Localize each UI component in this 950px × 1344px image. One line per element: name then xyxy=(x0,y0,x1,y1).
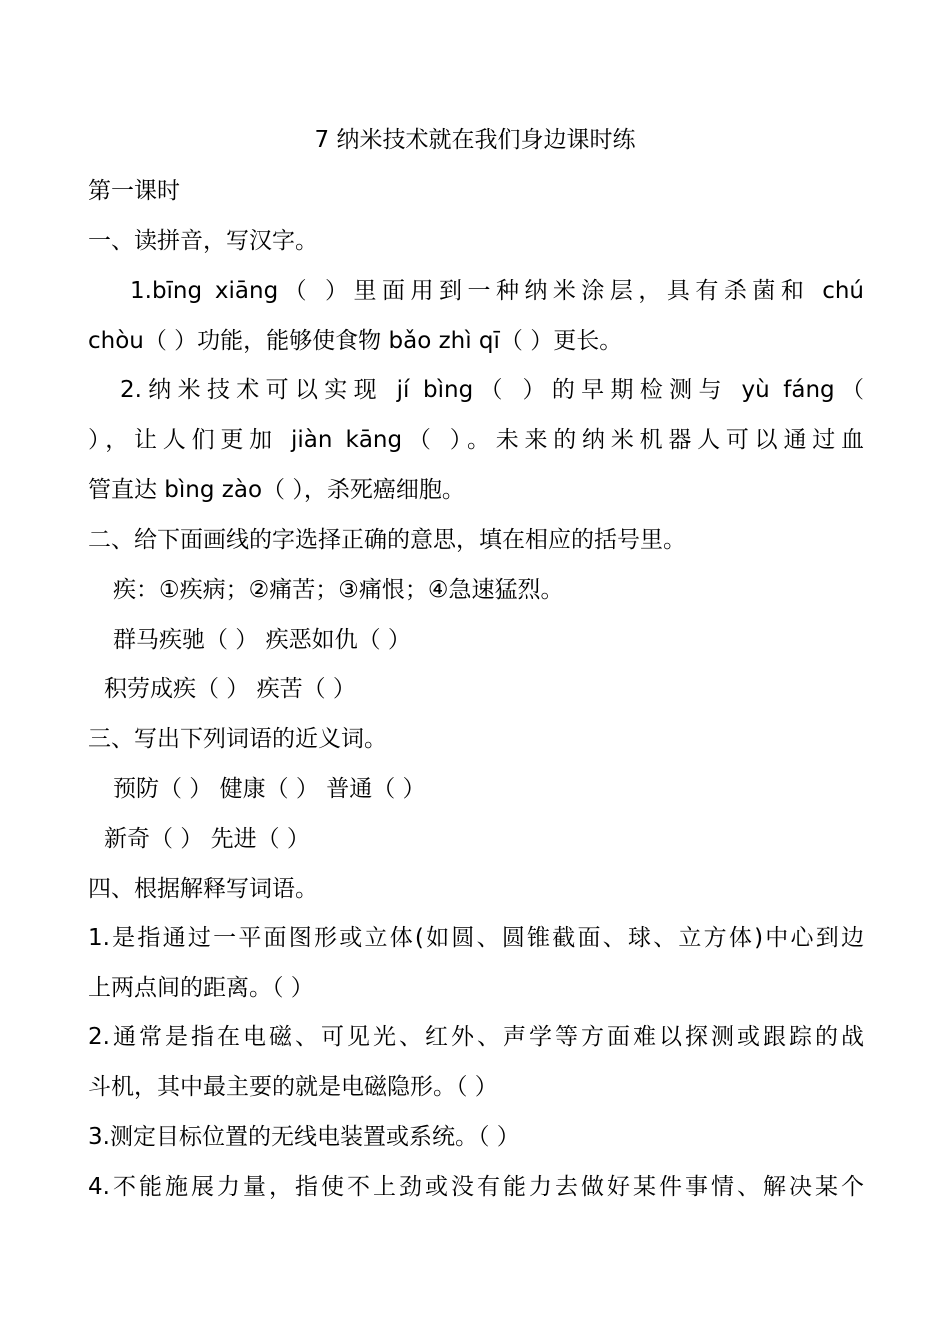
page-title: 7 纳米技术就在我们身边课时练 xyxy=(314,127,636,153)
section-1-heading: 一、读拼音，写汉字。 xyxy=(88,228,318,254)
definition-line: 3.测定目标位置的无线电装置或系统。（ ） xyxy=(88,1124,520,1150)
choice-row: 群马疾驰（ ） 疾恶如仇（ ） xyxy=(113,627,411,653)
definition-line: 1.是指通过一平面图形或立体(如圆、圆锥截面、球、立方体)中心到边 xyxy=(88,925,864,951)
definition-line: 上两点间的距离。（ ） xyxy=(88,975,314,1001)
section-1-line: chòu（ ）功能，能够使食物 bǎo zhì qī（ ）更长。 xyxy=(88,328,623,354)
meanings-list: 疾：①疾病；②痛苦；③痛恨；④急速猛烈。 xyxy=(113,577,564,603)
synonym-row: 预防（ ） 健康（ ） 普通（ ） xyxy=(113,776,426,802)
section-2-heading: 二、给下面画线的字选择正确的意思，填在相应的括号里。 xyxy=(88,527,686,553)
definition-line: 斗机，其中最主要的就是电磁隐形。（ ） xyxy=(88,1074,498,1100)
section-3-heading: 三、写出下列词语的近义词。 xyxy=(88,726,387,752)
section-1-line: 2.纳米技术可以实现 jí bìng（ ）的早期检测与 yù fáng（ xyxy=(120,377,864,403)
section-1-line: 管直达 bìng zào（ ），杀死癌细胞。 xyxy=(88,477,465,503)
lesson-label: 第一课时 xyxy=(88,178,180,204)
definition-line: 4.不能施展力量，指使不上劲或没有能力去做好某件事情、解决某个 xyxy=(88,1174,864,1200)
choice-row: 积劳成疾（ ） 疾苦（ ） xyxy=(104,676,356,702)
synonym-row: 新奇（ ） 先进（ ） xyxy=(104,826,310,852)
section-1-line: 1.bīng xiāng（ ）里面用到一种纳米涂层，具有杀菌和 chú xyxy=(130,278,864,304)
section-1-line: ），让人们更加 jiàn kāng（ ）。未来的纳米机器人可以通过血 xyxy=(88,427,864,453)
definition-line: 2.通常是指在电磁、可见光、红外、声学等方面难以探测或跟踪的战 xyxy=(88,1024,864,1050)
section-4-heading: 四、根据解释写词语。 xyxy=(88,876,318,902)
